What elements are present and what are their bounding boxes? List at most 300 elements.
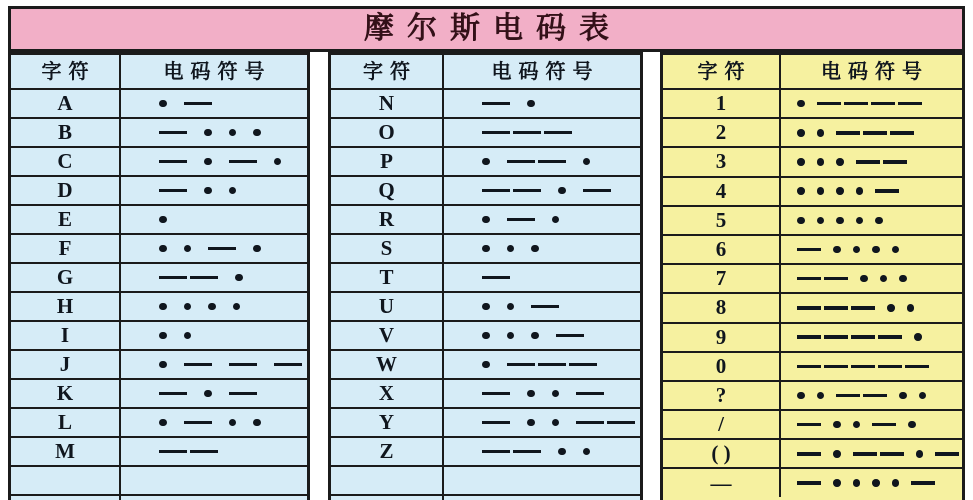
morse-dash <box>190 276 218 280</box>
morse-dash <box>797 335 821 339</box>
morse-token <box>482 361 490 369</box>
morse-dot <box>892 479 900 487</box>
table-row <box>663 88 962 117</box>
morse-token <box>184 102 212 106</box>
morse-token <box>253 419 261 427</box>
morse-dot <box>552 419 560 427</box>
morse-dash <box>824 365 848 369</box>
morse-dot <box>853 421 861 429</box>
code-cell <box>121 90 307 117</box>
morse-dot <box>914 333 922 341</box>
header-row <box>331 55 640 88</box>
table-row <box>11 204 307 233</box>
morse-dot <box>892 246 900 254</box>
morse-dot <box>253 419 261 427</box>
morse-token <box>552 390 560 398</box>
morse-token <box>531 332 539 340</box>
char-cell: 1 <box>663 90 781 117</box>
morse-dash <box>576 421 604 425</box>
morse-token <box>507 218 535 222</box>
morse-dash <box>159 131 187 135</box>
morse-token <box>833 421 841 429</box>
morse-token <box>853 452 904 456</box>
morse-dash <box>905 365 929 369</box>
morse-dot <box>583 448 591 456</box>
code-header-label: 电码符号 <box>163 60 272 83</box>
morse-dot <box>833 450 841 458</box>
morse-token <box>583 189 611 193</box>
morse-dot <box>507 332 515 340</box>
code-cell <box>121 177 307 204</box>
morse-dash <box>851 335 875 339</box>
code-cell <box>781 119 962 146</box>
morse-dot <box>204 129 212 137</box>
morse-dot <box>552 390 560 398</box>
morse-token <box>576 392 604 396</box>
morse-token <box>482 131 572 135</box>
morse-dash <box>878 335 902 339</box>
table-row <box>11 494 307 500</box>
char-cell: B <box>11 119 121 146</box>
char-column-header <box>663 55 781 88</box>
morse-dash <box>836 131 860 135</box>
char-cell: 6 <box>663 236 781 263</box>
table-body <box>11 88 307 500</box>
char-cell: T <box>331 264 444 291</box>
table-row <box>331 465 640 494</box>
code-cell <box>444 177 640 204</box>
code-cell <box>781 265 962 292</box>
morse-dash <box>556 334 584 338</box>
morse-dot <box>204 187 212 195</box>
code-cell <box>781 382 962 409</box>
table-row <box>11 320 307 349</box>
morse-dot <box>833 421 841 429</box>
morse-token <box>229 419 237 427</box>
morse-token <box>482 303 490 311</box>
char-cell: M <box>11 438 121 465</box>
morse-dot <box>797 158 805 166</box>
code-cell <box>121 119 307 146</box>
char-cell: 2 <box>663 119 781 146</box>
morse-token <box>817 158 825 166</box>
code-cell <box>121 467 307 494</box>
morse-dot <box>229 419 237 427</box>
morse-dot <box>253 129 261 137</box>
morse-dash <box>872 423 896 427</box>
table-row <box>663 176 962 205</box>
table-row <box>663 351 962 380</box>
morse-dash <box>482 189 510 193</box>
morse-token <box>797 248 821 252</box>
morse-token <box>159 332 167 340</box>
morse-token <box>836 131 914 135</box>
code-cell <box>444 90 640 117</box>
morse-dot <box>872 479 880 487</box>
morse-dash <box>898 102 922 106</box>
table-row <box>331 378 640 407</box>
table-row <box>331 320 640 349</box>
morse-dash <box>797 248 821 252</box>
morse-dot <box>919 392 927 400</box>
char-cell: — <box>663 469 781 496</box>
morse-token <box>482 158 490 166</box>
morse-token <box>872 246 880 254</box>
code-cell <box>121 438 307 465</box>
table-row <box>331 146 640 175</box>
morse-token <box>576 421 635 425</box>
morse-token <box>159 100 167 108</box>
morse-dot <box>482 303 490 311</box>
morse-dot <box>159 216 167 224</box>
code-cell <box>444 206 640 233</box>
morse-dot <box>208 303 216 311</box>
table-row <box>663 146 962 175</box>
morse-dash <box>513 450 541 454</box>
table-row <box>11 233 307 262</box>
morse-token <box>558 448 566 456</box>
morse-token <box>159 245 167 253</box>
morse-dot <box>797 187 805 195</box>
morse-dot <box>527 100 535 108</box>
morse-dash <box>880 452 904 456</box>
morse-dot <box>184 332 192 340</box>
morse-token <box>507 303 515 311</box>
table-row <box>663 117 962 146</box>
morse-dot <box>833 479 841 487</box>
morse-dot <box>507 303 515 311</box>
char-cell <box>11 467 121 494</box>
morse-dash <box>824 335 848 339</box>
morse-dash <box>482 392 510 396</box>
morse-token <box>159 276 218 280</box>
morse-dot <box>817 158 825 166</box>
table-row <box>331 175 640 204</box>
table-row <box>11 175 307 204</box>
code-cell <box>781 324 962 351</box>
morse-dot <box>531 245 539 253</box>
char-cell: S <box>331 235 444 262</box>
char-column-header <box>11 55 121 88</box>
morse-token <box>204 390 212 398</box>
morse-token <box>583 158 591 166</box>
table-letters-a-m <box>8 52 310 500</box>
char-cell: F <box>11 235 121 262</box>
code-header-label: 电码符号 <box>821 60 929 83</box>
char-cell: 3 <box>663 148 781 175</box>
morse-token <box>836 158 844 166</box>
char-column-header <box>331 55 444 88</box>
morse-token <box>552 419 560 427</box>
char-cell: Y <box>331 409 444 436</box>
code-cell <box>444 235 640 262</box>
morse-token <box>159 160 187 164</box>
code-cell <box>121 351 307 378</box>
code-cell <box>121 206 307 233</box>
morse-token <box>482 189 541 193</box>
table-row <box>11 291 307 320</box>
table-row <box>11 465 307 494</box>
morse-dash <box>851 365 875 369</box>
char-cell: R <box>331 206 444 233</box>
morse-token <box>482 450 541 454</box>
morse-dot <box>836 158 844 166</box>
table-row <box>663 263 962 292</box>
char-cell: E <box>11 206 121 233</box>
morse-dot <box>797 100 805 108</box>
table-row <box>331 436 640 465</box>
morse-dash <box>875 189 899 193</box>
morse-token <box>853 246 861 254</box>
morse-dash <box>482 276 510 280</box>
table-row <box>663 438 962 467</box>
morse-dash <box>797 365 821 369</box>
morse-token <box>875 217 883 225</box>
morse-token <box>914 333 922 341</box>
char-cell <box>331 467 444 494</box>
morse-dot <box>229 187 237 195</box>
morse-token <box>872 479 880 487</box>
char-header-label: 字符 <box>697 60 752 83</box>
morse-dash <box>863 394 887 398</box>
morse-dot <box>159 419 167 427</box>
morse-token <box>833 246 841 254</box>
code-header-label: 电码符号 <box>491 60 600 83</box>
table-row <box>11 117 307 146</box>
morse-dot <box>558 448 566 456</box>
morse-token <box>208 247 236 251</box>
morse-dash <box>159 392 187 396</box>
morse-token <box>817 187 825 195</box>
morse-dot <box>482 158 490 166</box>
code-cell <box>121 496 307 500</box>
table-row <box>11 88 307 117</box>
table-row <box>331 291 640 320</box>
morse-dash <box>883 160 907 164</box>
morse-token <box>797 100 805 108</box>
morse-dot <box>797 217 805 225</box>
morse-token <box>887 304 895 312</box>
morse-token <box>908 421 916 429</box>
morse-token <box>159 303 167 311</box>
char-cell: 7 <box>663 265 781 292</box>
morse-token <box>797 158 805 166</box>
morse-token <box>919 392 927 400</box>
morse-token <box>229 363 257 367</box>
char-header-label: 字符 <box>363 60 417 83</box>
morse-dot <box>899 392 907 400</box>
morse-token <box>797 335 902 339</box>
code-cell <box>444 148 640 175</box>
morse-dash <box>797 277 821 281</box>
morse-dash <box>911 481 935 485</box>
table-row <box>663 409 962 438</box>
char-cell: ( ) <box>663 440 781 467</box>
code-cell <box>444 467 640 494</box>
morse-token <box>482 392 510 396</box>
morse-dash <box>544 131 572 135</box>
morse-dash <box>576 392 604 396</box>
morse-token <box>507 160 566 164</box>
morse-dash <box>507 160 535 164</box>
char-cell: A <box>11 90 121 117</box>
char-cell: 8 <box>663 294 781 321</box>
morse-token <box>856 160 907 164</box>
morse-dot <box>856 217 864 225</box>
morse-dash <box>513 189 541 193</box>
morse-token <box>482 276 510 280</box>
morse-token <box>899 392 907 400</box>
morse-token <box>184 303 192 311</box>
morse-dash <box>824 277 848 281</box>
char-cell: Q <box>331 177 444 204</box>
morse-token <box>507 332 515 340</box>
morse-token <box>860 275 868 283</box>
morse-dash <box>797 306 821 310</box>
morse-dot <box>853 246 861 254</box>
morse-token <box>797 187 805 195</box>
code-cell <box>121 148 307 175</box>
morse-token <box>853 421 861 429</box>
morse-dot <box>836 217 844 225</box>
morse-token <box>233 303 241 311</box>
char-cell: K <box>11 380 121 407</box>
morse-token <box>204 158 212 166</box>
code-cell <box>444 409 640 436</box>
morse-dash <box>482 102 510 106</box>
morse-dash <box>229 392 257 396</box>
morse-dash <box>878 365 902 369</box>
morse-dash <box>482 131 510 135</box>
morse-dot <box>853 479 861 487</box>
table-row <box>11 436 307 465</box>
morse-dash <box>836 394 860 398</box>
morse-token <box>853 479 861 487</box>
morse-token <box>159 216 167 224</box>
morse-dash <box>159 189 187 193</box>
morse-token <box>482 245 490 253</box>
morse-token <box>184 421 212 425</box>
morse-token <box>274 363 302 367</box>
char-cell: J <box>11 351 121 378</box>
morse-dot <box>908 421 916 429</box>
morse-dot <box>184 303 192 311</box>
morse-dash <box>797 452 821 456</box>
code-cell <box>781 440 962 467</box>
char-cell: X <box>331 380 444 407</box>
code-cell <box>781 90 962 117</box>
char-cell: V <box>331 322 444 349</box>
char-cell: 0 <box>663 353 781 380</box>
table-row <box>331 407 640 436</box>
morse-token <box>507 245 515 253</box>
morse-token <box>159 189 187 193</box>
morse-dot <box>482 216 490 224</box>
morse-token <box>527 100 535 108</box>
morse-dot <box>235 274 243 282</box>
code-cell <box>781 294 962 321</box>
morse-token <box>527 390 535 398</box>
morse-dash <box>607 421 635 425</box>
page-title: 摩尔斯电码表 <box>364 12 622 45</box>
code-column-header <box>781 55 962 88</box>
morse-dot <box>907 304 915 312</box>
morse-dot <box>797 129 805 137</box>
morse-dash <box>184 421 212 425</box>
morse-token <box>184 332 192 340</box>
morse-token <box>875 189 899 193</box>
morse-token <box>558 187 566 195</box>
code-cell <box>444 293 640 320</box>
morse-token <box>482 332 490 340</box>
morse-dot <box>159 303 167 311</box>
morse-token <box>159 419 167 427</box>
morse-dash <box>856 160 880 164</box>
code-cell <box>444 264 640 291</box>
morse-token <box>833 479 841 487</box>
code-cell <box>444 496 640 500</box>
morse-dot <box>229 129 237 137</box>
char-cell: / <box>663 411 781 438</box>
morse-token <box>817 102 922 106</box>
morse-token <box>797 452 821 456</box>
morse-token <box>797 129 805 137</box>
morse-dot <box>531 332 539 340</box>
morse-dot <box>880 275 888 283</box>
morse-token <box>911 481 935 485</box>
char-cell: N <box>331 90 444 117</box>
table-row <box>331 88 640 117</box>
code-cell <box>781 178 962 205</box>
morse-token <box>208 303 216 311</box>
tables-row <box>8 52 965 500</box>
morse-dash <box>824 306 848 310</box>
morse-token <box>184 363 212 367</box>
char-cell <box>331 496 444 500</box>
morse-dash <box>871 102 895 106</box>
morse-dash <box>208 247 236 251</box>
code-cell <box>444 119 640 146</box>
table-row <box>663 292 962 321</box>
morse-token <box>482 102 510 106</box>
morse-dot <box>527 419 535 427</box>
morse-dash <box>863 131 887 135</box>
morse-dot <box>583 158 591 166</box>
code-column-header <box>121 55 307 88</box>
table-row <box>663 205 962 234</box>
morse-token <box>229 129 237 137</box>
code-cell <box>444 438 640 465</box>
code-cell <box>121 264 307 291</box>
morse-token <box>274 158 282 166</box>
table-row <box>11 146 307 175</box>
morse-dash <box>482 450 510 454</box>
code-cell <box>121 409 307 436</box>
table-body <box>663 88 962 497</box>
morse-dot <box>482 361 490 369</box>
morse-dash <box>890 131 914 135</box>
morse-dash <box>513 131 541 135</box>
code-cell <box>781 236 962 263</box>
morse-dot <box>872 246 880 254</box>
table-row <box>11 349 307 378</box>
morse-dash <box>538 363 566 367</box>
char-cell: 4 <box>663 178 781 205</box>
table-row <box>663 322 962 351</box>
morse-dash <box>531 305 559 309</box>
table-row <box>663 467 962 496</box>
morse-dot <box>482 245 490 253</box>
